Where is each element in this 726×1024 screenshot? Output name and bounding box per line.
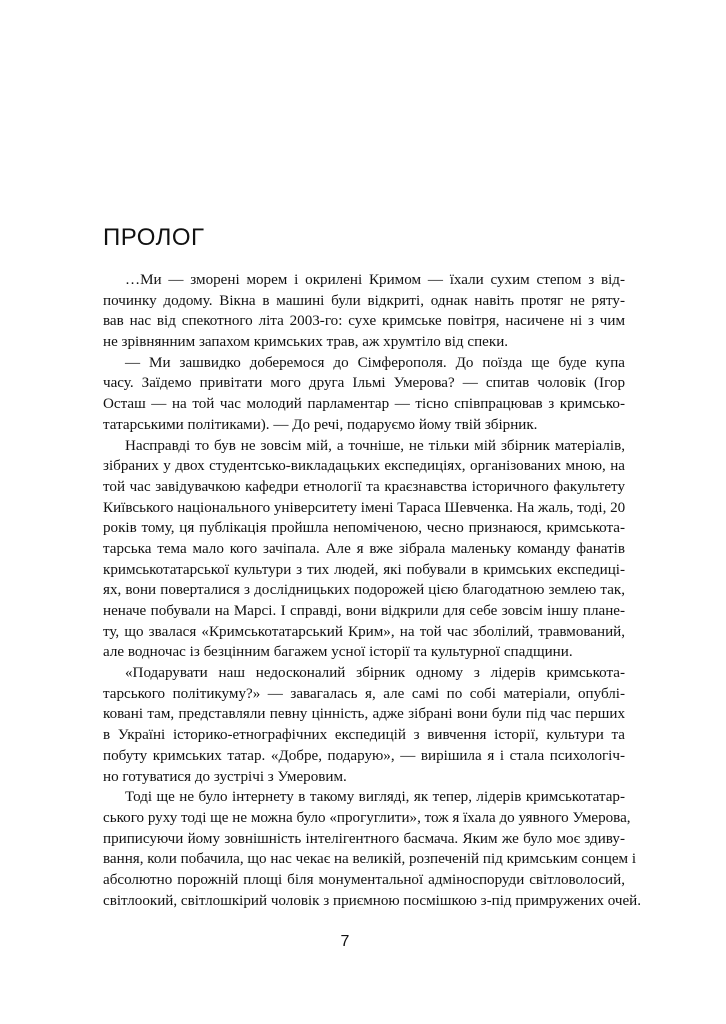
text-line: тарського політикуму?» — завагалась я, але самі по собі матеріали, опублі- [103,685,625,702]
paragraph [103,663,625,787]
text-line: татарськими політиками). — До речі, подаруємо йому твій збірник. [103,416,538,433]
text-line: років тому, ця публікація пройшла непоміченою, чесно признаюся, кримськота- [103,520,625,537]
text-line: абсолютно порожній площі біля монументальної адміноспоруди світловолосий, [103,871,625,888]
paragraph [103,436,625,664]
text-line: побуту кримських татар. «Добре, подарую», — вирішила я і стала психологіч- [103,747,625,764]
text-line: але водночас із безцінним багажем усної історії та культурної спадщини. [103,644,573,661]
text-line: Тоді ще не було інтернету в такому вигляді, як тепер, лідерів кримськотатар- [125,789,625,806]
text-line: Насправді то був не зовсім мій, а точніше, не тільки мій збірник матеріалів, [125,437,625,454]
text-line: ту, що звалася «Кримськотатарський Крим», на той час зболілий, травмований, [103,623,625,640]
chapter-heading: ПРОЛОГ [103,224,205,251]
text-line: світлоокий, світлошкірий чоловік з приємною посмішкою з-під примружених очей. [103,892,642,909]
text-line: в Україні історико-етнографічних експедицій з вивчення історії, культури та [103,727,625,744]
text-line: часу. Заїдемо привітати мого друга Ільмі Умерова? — спитав чоловік (Ігор [103,375,625,392]
text-line: тарська тема мало кого зачіпала. Але я вже зібрала маленьку команду фанатів [103,540,625,557]
text-line: — Ми зашвидко доберемося до Сімферополя. До поїзда ще буде купа [125,354,625,371]
page-number: 7 [340,933,350,950]
text-line: неначе побували на Марсі. І справді, вони відкрили для себе зовсім іншу плане- [103,603,625,619]
text-line: но готуватися до зустрічі з Умеровим. [103,768,347,785]
text-line: Осташ — на той час молодий парламентар — тісно співпрацював з кримсько- [103,396,625,413]
text-line: ського руху тоді ще не можна було «прогуглити», тож я їхала до уявного Умерова, [103,809,631,826]
text-line: починку додому. Вікна в машині були відкриті, однак навіть протяг не ряту- [103,292,625,309]
text-line: кримськотатарської культури з тих людей, які побували в кримських експедиці- [103,561,625,578]
text-line: приписуючи йому зовнішність інтелігентного басмача. Яким же було моє здиву- [103,830,625,847]
text-line: Київського національного університету імені Тараса Шевченка. На жаль, тоді, 20 [103,499,626,516]
text-line: зібраних у двох студентсько-викладацьких експедиціях, організованих мною, на [103,458,625,475]
text-line: вання, коли побачила, що нас чекає на великій, розпеченій під кримським сонцем і [103,851,637,868]
text-line: ковані там, представляли певну цінність, адже зібрані вони були під час перших [103,706,625,723]
text-line: не зрівнянним запахом кримських трав, аж хрумтіло від спеки. [103,334,509,351]
text-line: …Ми — зморені морем і окрилені Кримом — їхали сухим степом з від- [125,272,625,288]
text-line: вав нас від спекотного літа 2003-го: сухе кримське повітря, насичене ні з чим [103,313,625,330]
body-text [103,270,642,911]
paragraph [103,353,625,436]
paragraph [103,270,625,353]
text-line: ях, вони поверталися з дослідницьких подорожей цією благодатною землею так, [103,582,625,599]
text-line: той час завідувачкою кафедри етнології та краєзнавства історичного факультету [103,478,625,495]
text-line: «Подарувати наш недосконалий збірник одному з лідерів кримськота- [125,665,625,682]
paragraph [103,787,642,911]
